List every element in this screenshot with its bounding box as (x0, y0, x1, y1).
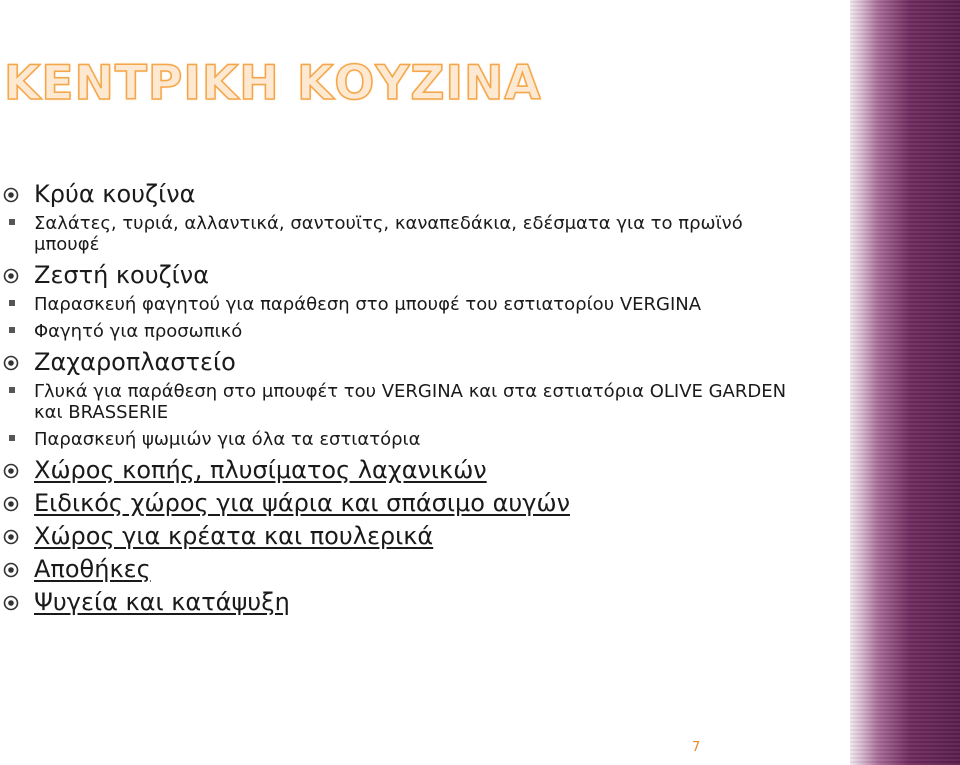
list-item (0, 489, 840, 518)
target-bullet-icon (3, 268, 21, 284)
target-bullet-icon (3, 463, 21, 479)
list-item-text: Ψυγεία και κατάψυξη (34, 588, 290, 616)
list-item-text: Φαγητό για προσωπικό (34, 321, 243, 342)
square-bullet-icon (9, 327, 15, 333)
target-bullet-icon (3, 496, 21, 512)
square-bullet-icon (9, 300, 15, 306)
bullet-list (0, 180, 840, 621)
list-item (0, 429, 840, 450)
list-item-text: Ζαχαροπλαστείο (34, 348, 236, 376)
decorative-sidebar (850, 0, 960, 765)
list-item (0, 348, 840, 377)
slide-title: ΚΕΝΤΡΙΚΗ ΚΟΥΖΙΝΑ (4, 56, 542, 111)
sidebar-texture (850, 0, 960, 765)
list-item-text: Χώρος για κρέατα και πουλερικά (34, 522, 434, 550)
list-item-text: Ζεστή κουζίνα (34, 261, 210, 289)
list-item-text: Ειδικός χώρος για ψάρια και σπάσιμο αυγών (34, 489, 570, 517)
square-bullet-icon (9, 435, 15, 441)
list-item (0, 321, 840, 342)
list-item-text: Κρύα κουζίνα (34, 180, 196, 208)
list-item (0, 555, 840, 584)
list-item-text: Παρασκευή ψωμιών για όλα τα εστιατόρια (34, 429, 421, 450)
list-item-text: Γλυκά για παράθεση στο μπουφέτ του VERGINA και στα εστιατόρια OLIVE GARDEN και BRASSERIE (34, 381, 787, 423)
list-item-text: Σαλάτες, τυριά, αλλαντικά, σαντουϊτς, καναπεδάκια, εδέσματα για το πρωϊνό μπουφέ (34, 213, 743, 255)
list-item-text: Χώρος κοπής, πλυσίματος λαχανικών (34, 456, 487, 484)
list-item (0, 261, 840, 290)
square-bullet-icon (9, 219, 15, 225)
list-item (0, 522, 840, 551)
list-item (0, 213, 840, 255)
list-item (0, 456, 840, 485)
list-item (0, 294, 840, 315)
list-item-text: Παρασκευή φαγητού για παράθεση στο μπουφέ του εστιατορίου VERGINA (34, 294, 702, 315)
target-bullet-icon (3, 187, 21, 203)
target-bullet-icon (3, 529, 21, 545)
page-number: 7 (692, 740, 701, 755)
target-bullet-icon (3, 562, 21, 578)
target-bullet-icon (3, 355, 21, 371)
list-item (0, 180, 840, 209)
list-item-text: Αποθήκες (34, 555, 151, 583)
list-item (0, 381, 840, 423)
square-bullet-icon (9, 387, 15, 393)
target-bullet-icon (3, 595, 21, 611)
list-item (0, 588, 840, 617)
